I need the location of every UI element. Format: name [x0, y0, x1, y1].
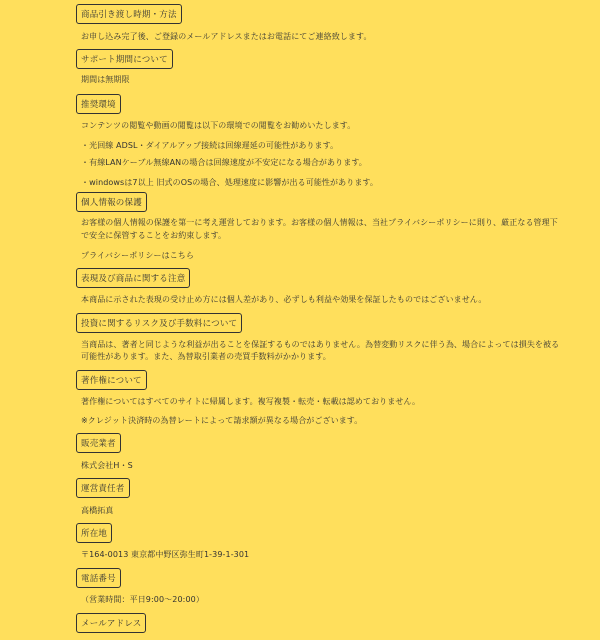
delivery-text: お申し込み完了後、ご登録のメールアドレスまたはお電話にてご連絡致します。 [81, 32, 372, 41]
seller-name: 株式会社H・S [81, 461, 133, 470]
environment-item: ・光回線 ADSL・ダイアルアップ接続は回線遅延の可能性があります。 [81, 141, 339, 150]
currency-note: ※クレジット決済時の為替レートによって請求額が異なる場合がございます。 [81, 416, 363, 425]
copyright-text: 著作権についてはすべてのサイトに帰属します。複写複製・転売・転載は認めておりません。 [81, 397, 421, 406]
risk-text-line2: 可能性があります。また、為替取引業者の売買手数料がかかります。 [81, 352, 331, 361]
heading-copyright: 著作権について [76, 370, 147, 390]
support-text: 期間は無期限 [81, 75, 130, 84]
heading-manager: 運営責任者 [76, 478, 130, 498]
privacy-text-line2: で安全に保管することをお約束します。 [81, 231, 227, 240]
heading-phone: 電話番号 [76, 568, 121, 588]
heading-privacy: 個人情報の保護 [76, 192, 147, 212]
heading-environment: 推奨環境 [76, 94, 121, 114]
heading-disclaimer: 表現及び商品に関する注意 [76, 268, 190, 288]
disclaimer-text: 本商品に示された表現の受け止め方には個人差があり、必ずしも利益や効果を保証したものではございません。 [81, 295, 487, 304]
environment-item: ・有線LANケーブル無線ANの場合は回線速度が不安定になる場合があります。 [81, 158, 367, 167]
business-hours: （営業時間：平日9:00〜20:00） [81, 595, 204, 604]
heading-delivery: 商品引き渡し時期・方法 [76, 4, 182, 24]
risk-text-line1: 当商品は、著者と同じような利益が出ることを保証するものではありません。為替変動リスクに伴う為、場合によっては損失を被る [81, 340, 560, 349]
heading-email: メールアドレス [76, 613, 146, 633]
privacy-policy-link[interactable]: プライバシーポリシーはこちら [81, 251, 194, 260]
heading-support: サポート期間について [76, 49, 173, 69]
address-text: 〒164-0013 東京都中野区弥生町1-39-1-301 [81, 550, 250, 559]
environment-intro: コンテンツの閲覧や動画の閲覧は以下の環境での閲覧をお勧めいたします。 [81, 121, 356, 130]
heading-seller: 販売業者 [76, 433, 121, 453]
environment-item: ・windowsは7以上 旧式のOSの場合、処理速度に影響が出る可能性があります。 [81, 178, 378, 187]
heading-address: 所在地 [76, 523, 112, 543]
heading-risk: 投資に関するリスク及び手数料について [76, 313, 242, 333]
manager-name: 高橋拓真 [81, 506, 114, 515]
privacy-text-line1: お客様の個人情報の保護を第一に考え運営しております。お客様の個人情報は、当社プライバシーポリシーに則り、厳正なる管理下 [81, 218, 558, 227]
